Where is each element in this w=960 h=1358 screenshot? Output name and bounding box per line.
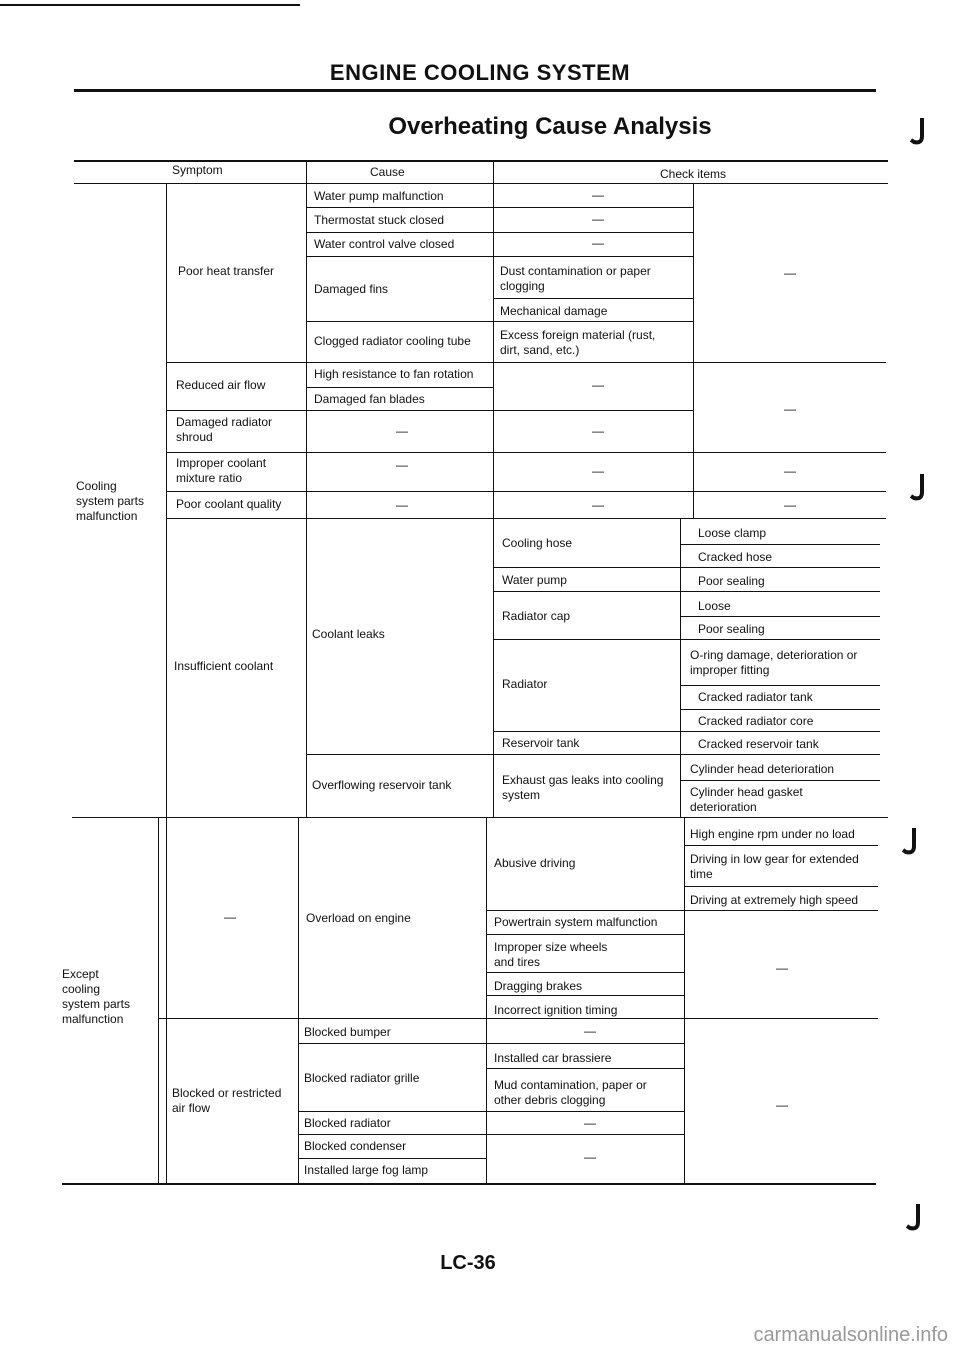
cause-dash: —	[396, 498, 408, 512]
check-mechanical-damage: Mechanical damage	[500, 304, 608, 318]
cause-damaged-fins: Damaged fins	[314, 282, 389, 296]
section-title: Overheating Cause Analysis	[388, 113, 712, 140]
check-radiator: Radiator	[502, 677, 548, 691]
cause-water-control-valve: Water control valve closed	[314, 237, 455, 251]
check-powertrain-malfunction: Powertrain system malfunction	[494, 915, 658, 929]
check-radiator-cap: Radiator cap	[502, 609, 571, 623]
symptom-poor-heat-transfer: Poor heat transfer	[178, 264, 275, 278]
watermark: carmanualsonline.info	[753, 1324, 948, 1346]
cause-fan-resistance: High resistance to fan rotation	[314, 367, 474, 381]
binder-mark-icon	[908, 472, 930, 504]
symptom-insufficient-coolant: Insufficient coolant	[174, 659, 274, 673]
cause-dash: —	[396, 458, 408, 472]
symptom-reduced-air-flow: Reduced air flow	[176, 378, 266, 392]
check-abusive-driving: Abusive driving	[494, 856, 576, 870]
check-cylinder-head-deterioration: Cylinder head deterioration	[690, 762, 835, 776]
check-reservoir-tank: Reservoir tank	[502, 736, 580, 750]
check1-dash: —	[592, 424, 604, 438]
check-oring-damage: O-ring damage, deterioration or improper fitting	[690, 648, 858, 677]
cause-blocked-condenser: Blocked condenser	[304, 1139, 407, 1153]
cause-fog-lamp: Installed large fog lamp	[304, 1163, 429, 1177]
cause-overload-on-engine: Overload on engine	[306, 911, 411, 925]
check1-dash: —	[592, 498, 604, 512]
check-loose: Loose	[698, 599, 731, 613]
cause-coolant-leaks: Coolant leaks	[312, 627, 385, 641]
check-loose-clamp: Loose clamp	[698, 526, 767, 540]
cause-water-pump-malfunction: Water pump malfunction	[314, 189, 444, 203]
check2-dash: —	[776, 961, 788, 975]
cause-clogged-tube: Clogged radiator cooling tube	[314, 334, 471, 348]
cause-fan-blades: Damaged fan blades	[314, 392, 425, 406]
check2-dash: —	[776, 1098, 788, 1112]
check-improper-wheels: Improper size wheels and tires	[494, 940, 608, 969]
check1-dash: —	[592, 378, 604, 392]
check1-dash: —	[592, 464, 604, 478]
check-dragging-brakes: Dragging brakes	[494, 979, 583, 993]
check-exhaust-gas-leaks: Exhaust gas leaks into cooling system	[502, 773, 664, 802]
symptom-blocked-air-flow: Blocked or restricted air flow	[172, 1086, 282, 1115]
check-dust-contamination: Dust contamination or paper clogging	[500, 264, 651, 293]
cause-thermostat-stuck: Thermostat stuck closed	[314, 213, 445, 227]
symptom-damaged-shroud: Damaged radiator shroud	[176, 415, 273, 444]
symptom-poor-coolant-quality: Poor coolant quality	[176, 497, 282, 511]
cause-overflowing-reservoir: Overflowing reservoir tank	[312, 778, 452, 792]
page-header-title: ENGINE COOLING SYSTEM	[329, 60, 631, 85]
check-cracked-reservoir-tank: Cracked reservoir tank	[698, 737, 819, 751]
header-rule	[74, 89, 876, 92]
check-low-gear: Driving in low gear for extended time	[690, 852, 859, 881]
check-water-pump: Water pump	[502, 573, 567, 587]
check-cracked-hose: Cracked hose	[698, 550, 773, 564]
binder-mark-icon	[904, 1200, 926, 1234]
cause-blocked-grille: Blocked radiator grille	[304, 1071, 420, 1085]
check-high-engine-rpm: High engine rpm under no load	[690, 827, 855, 841]
check-cracked-radiator-core: Cracked radiator core	[698, 714, 814, 728]
binder-mark-icon	[908, 116, 930, 148]
page-number: LC-36	[440, 1252, 496, 1274]
check-cooling-hose: Cooling hose	[502, 536, 573, 550]
cause-dash: —	[396, 424, 408, 438]
check-cylinder-head-gasket: Cylinder head gasket deterioration	[690, 785, 803, 814]
group-label-cooling: Cooling system parts malfunction	[76, 479, 145, 523]
check1-dash: —	[592, 236, 604, 250]
check1-dash: —	[584, 1024, 596, 1038]
column-header-cause: Cause	[370, 165, 405, 179]
check-poor-sealing-cap: Poor sealing	[698, 622, 765, 636]
check-poor-sealing-pump: Poor sealing	[698, 574, 765, 588]
cause-blocked-bumper: Blocked bumper	[304, 1025, 391, 1039]
top-edge-rule	[0, 4, 300, 6]
check1-dash: —	[592, 212, 604, 226]
check2-dash: —	[784, 266, 796, 280]
check1-dash: —	[584, 1116, 596, 1130]
check-ignition-timing: Incorrect ignition timing	[494, 1003, 618, 1017]
check-car-brassiere: Installed car brassiere	[494, 1051, 612, 1065]
check2-dash: —	[784, 464, 796, 478]
check1-dash: —	[584, 1150, 596, 1164]
check2-dash: —	[784, 402, 796, 416]
check1-dash: —	[592, 188, 604, 202]
binder-mark-icon	[900, 826, 922, 858]
column-header-symptom: Symptom	[172, 163, 223, 177]
cause-blocked-radiator: Blocked radiator	[304, 1116, 391, 1130]
check-cracked-radiator-tank: Cracked radiator tank	[698, 690, 813, 704]
column-header-check-items: Check items	[660, 167, 727, 181]
check2-dash: —	[784, 498, 796, 512]
check-excess-foreign-material: Excess foreign material (rust, dirt, sand, etc.)	[500, 328, 656, 357]
group-label-except-cooling: Except cooling system parts malfunction	[62, 967, 131, 1026]
symptom-dash: —	[224, 910, 236, 924]
check-mud-contamination: Mud contamination, paper or other debris clogging	[494, 1078, 647, 1107]
check-high-speed: Driving at extremely high speed	[690, 893, 859, 907]
symptom-improper-mixture: Improper coolant mixture ratio	[176, 456, 267, 485]
